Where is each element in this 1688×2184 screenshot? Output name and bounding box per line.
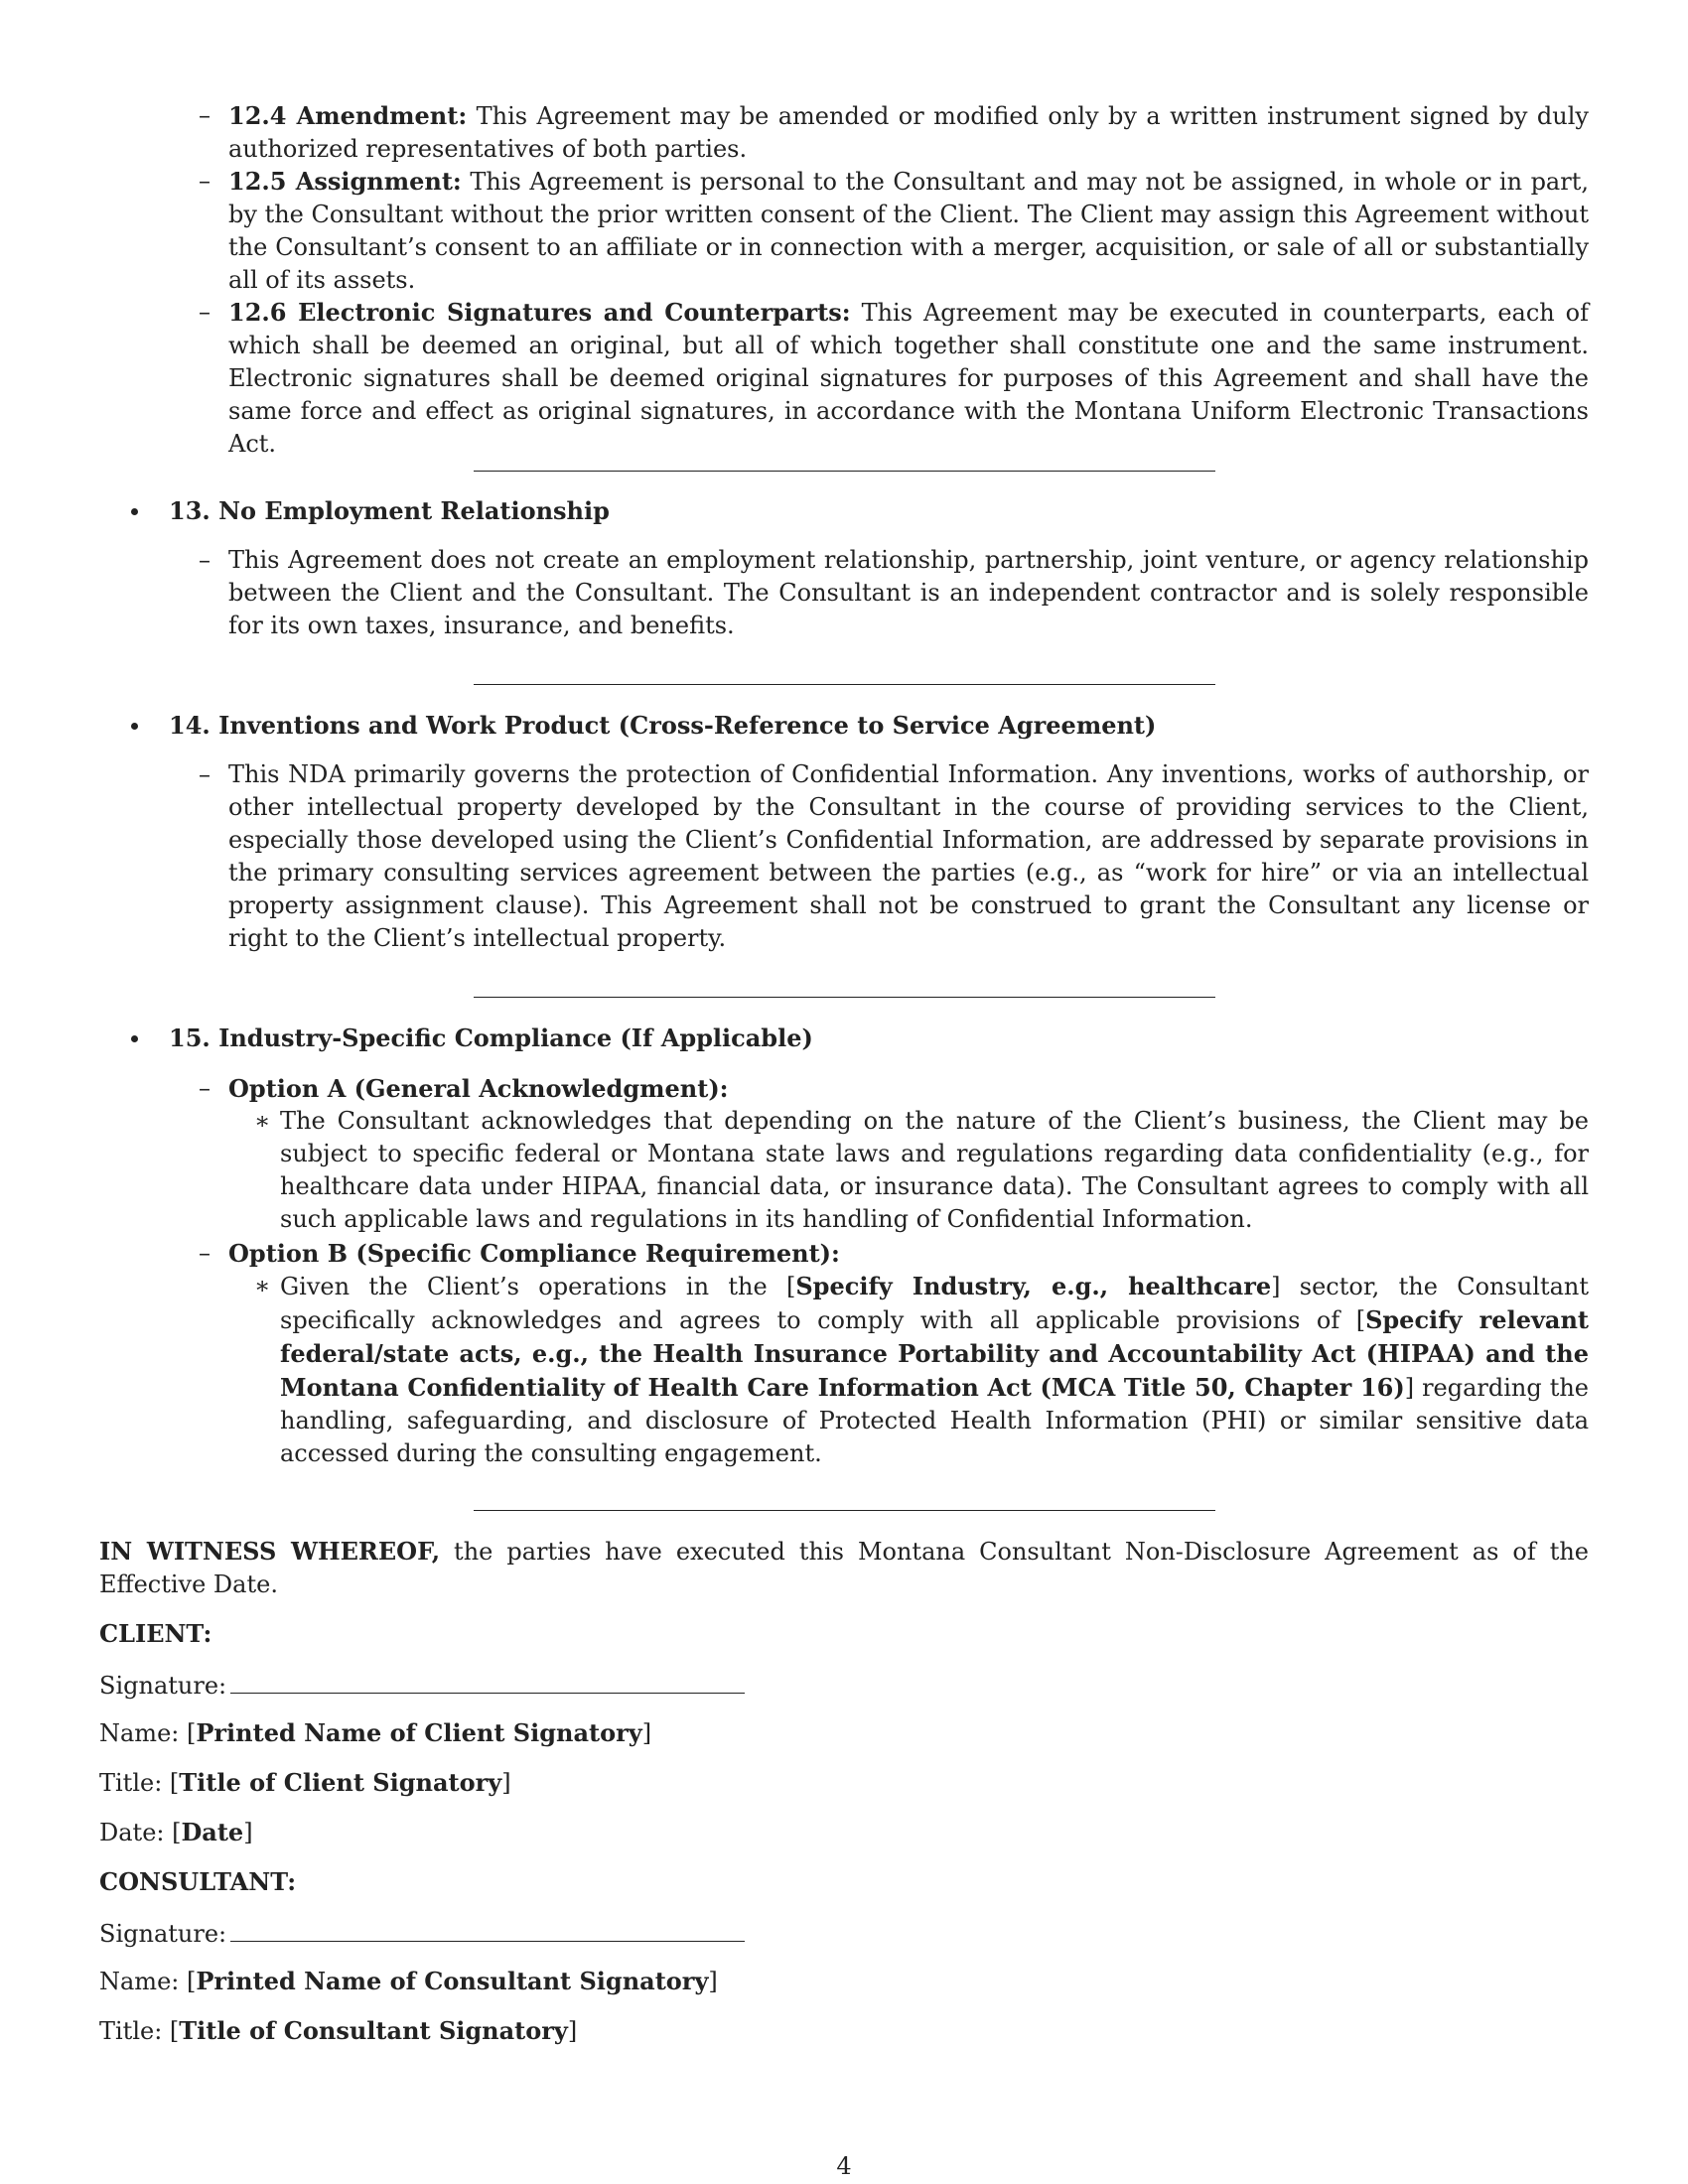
placeholder-acts: Specify relevant federal/state acts, e.g., the Health Insurance Portability and Accountability Act (HIPAA) and the Montana Confidentiality of Health Care Information Act (MCA Title 50, Chapter 16) <box>280 1305 1589 1402</box>
section-13-heading: 13. No Employment Relationship <box>139 494 610 527</box>
dash-marker: – <box>199 1239 211 1267</box>
client-name-placeholder: Printed Name of Client Signatory <box>196 1718 642 1747</box>
dash-marker: – <box>199 298 211 326</box>
clause-label: 12.6 Electronic Signatures and Counterparts: <box>228 298 851 327</box>
bullet-icon <box>131 723 138 730</box>
asterisk-marker: ∗ <box>254 1107 271 1135</box>
consultant-signature-line[interactable] <box>230 1915 745 1942</box>
bullet-icon <box>131 508 138 515</box>
section-divider <box>474 471 1215 472</box>
section-15-heading: 15. Industry-Specific Compliance (If Applicable) <box>139 1022 813 1054</box>
section-14-heading: 14. Inventions and Work Product (Cross-Reference to Service Agreement) <box>139 709 1156 742</box>
client-signature-line[interactable] <box>230 1667 745 1694</box>
client-name-row: Name: [Printed Name of Client Signatory] <box>99 1718 652 1747</box>
dash-marker: – <box>199 546 211 574</box>
asterisk-marker: ∗ <box>254 1272 271 1299</box>
clause-12-6 <box>199 296 1589 461</box>
bullet-icon <box>131 1035 138 1042</box>
client-heading: CLIENT: <box>99 1619 212 1648</box>
section-divider <box>474 1510 1215 1511</box>
witness-clause: IN WITNESS WHEREOF, the parties have executed this Montana Consultant Non-Disclosure Agreement as of the Effective Date. <box>99 1537 1590 1598</box>
clause-label: 12.5 Assignment: <box>228 167 462 196</box>
option-b-text: ∗ Given the Client’s operations in the [Specify Industry, e.g., healthcare] sector, the Consultant specifically acknowledges and agrees to comply with all applicable provisions of [Specify relevant federal/state acts, e.g., the Health Insurance Portability and Accountability Act (HIPAA) and the Montana Confidentiality of Health Care Information Act (MCA Title 50, Chapter 16)] regarding the handling, safeguarding, and disclosure of Protected Health Information (PHI) or similar sensitive data accessed during the consulting engagement. <box>254 1272 1590 1467</box>
clause-text: This Agreement may be amended or modified only by a written instrument signed by duly authorized representatives of both parties. <box>228 102 1589 163</box>
client-date-row: Date: [Date] <box>99 1818 253 1846</box>
dash-marker: – <box>199 1074 211 1102</box>
consultant-name-row: Name: [Printed Name of Consultant Signatory] <box>99 1967 718 1995</box>
section-13-text: – This Agreement does not create an employment relationship, partnership, joint venture, or agency relationship between the Client and the Consultant. The Consultant is an independent contractor and is solely responsible for its own taxes, insurance, and benefits. <box>199 546 1589 639</box>
client-title-placeholder: Title of Client Signatory <box>179 1768 502 1797</box>
section-14-text: – This NDA primarily governs the protection of Confidential Information. Any inventions, works of authorship, or other intellectual property developed by the Consultant in the course of providing services to the Client, especially those developed using the Client’s Confidential Information, are addressed by separate provisions in the primary consulting services agreement between the parties (e.g., as “work for hire” or via an intellectual property assignment clause). This Agreement shall not be construed to grant the Consultant any license or right to the Client’s intellectual property. <box>199 760 1589 952</box>
option-a-label: – Option A (General Acknowledgment): <box>199 1074 729 1103</box>
consultant-title-row: Title: [Title of Consultant Signatory] <box>99 2016 578 2045</box>
dash-marker: – <box>199 101 211 129</box>
consultant-signature-row: Signature: <box>99 1915 745 1951</box>
section-divider <box>474 684 1215 685</box>
client-signature-row: Signature: <box>99 1667 745 1703</box>
clause-12-4 <box>199 99 1589 166</box>
page-number: 4 <box>836 2152 852 2180</box>
consultant-heading: CONSULTANT: <box>99 1867 297 1896</box>
clause-text: This Agreement is personal to the Consultant and may not be assigned, in whole or in part, by the Consultant without the prior written consent of the Client. The Client may assign this Agreement without the Consultant’s consent to an affiliate or in connection with a merger, acquisition, or sale of all or substantially all of its assets. <box>228 168 1589 294</box>
client-title-row: Title: [Title of Client Signatory] <box>99 1768 511 1797</box>
dash-marker: – <box>199 760 211 788</box>
clause-text: This Agreement may be executed in counterparts, each of which shall be deemed an original, but all of which together shall constitute one and the same instrument. Electronic signatures shall be deemed original signatures for purposes of this Agreement and shall have the same force and effect as original signatures, in accordance with the Montana Uniform Electronic Transactions Act. <box>228 299 1589 458</box>
clause-label: 12.4 Amendment: <box>228 101 468 130</box>
clause-12-5 <box>199 165 1589 297</box>
option-a-text: ∗ The Consultant acknowledges that depending on the nature of the Client’s business, the Client may be subject to specific federal or Montana state laws and regulations regarding data confidentiality (e.g., for healthcare data under HIPAA, financial data, or insurance data). The Consultant agrees to comply with all such applicable laws and regulations in its handling of Confidential Information. <box>254 1107 1589 1233</box>
section-divider <box>474 997 1215 998</box>
dash-marker: – <box>199 167 211 195</box>
client-date-placeholder: Date <box>181 1818 244 1846</box>
consultant-title-placeholder: Title of Consultant Signatory <box>179 2016 568 2045</box>
consultant-name-placeholder: Printed Name of Consultant Signatory <box>196 1967 709 1995</box>
placeholder-industry: Specify Industry, e.g., healthcare <box>795 1272 1272 1300</box>
option-b-label: – Option B (Specific Compliance Requirement): <box>199 1239 840 1268</box>
